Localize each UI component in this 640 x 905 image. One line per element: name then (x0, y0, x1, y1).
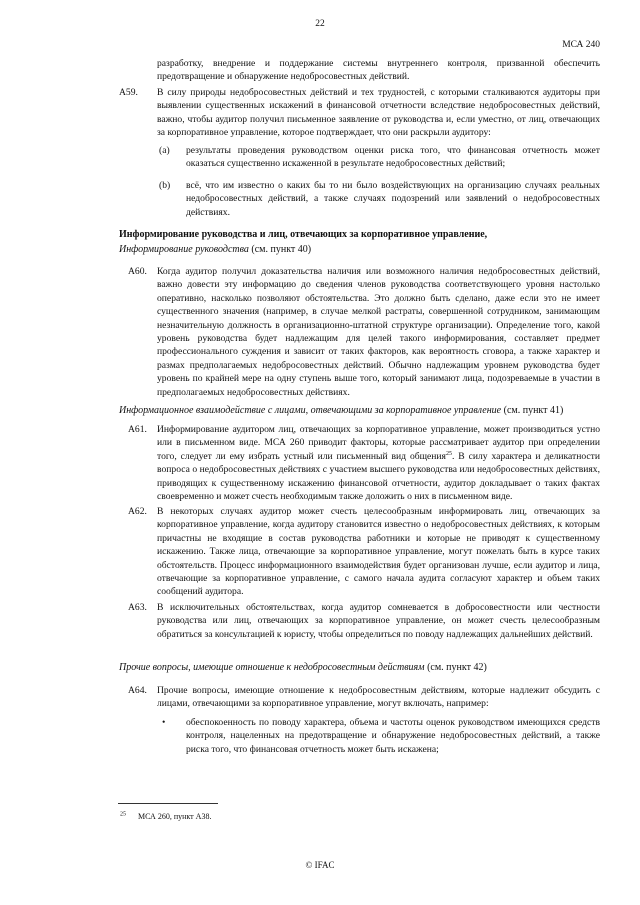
subheading-governance (119, 405, 600, 416)
list-item-a: результаты проведения руководством оценки риска того, что финансовая отчетность может оказаться существенно искаженной в результате недобросовестных действий; (186, 145, 600, 170)
copyright-footer: © IFAC (305, 860, 335, 870)
footnote-number: 25 (120, 811, 126, 818)
para-label-a62: A62. (128, 506, 147, 517)
footnote-divider (118, 803, 218, 804)
para-a63: В исключительных обстоятельствах, когда аудитор сомневается в добросовестности или честности руководства или лиц, отвечающих за корпоративное управление, он может счесть целесообразным обратиться за консультацией к юристу, чтобы определиться по поводу надлежащих дальнейших действий. (157, 602, 600, 640)
page-number: 22 (315, 19, 325, 29)
footnote-ref: 25 (445, 450, 452, 457)
bullet-item: обеспокоенность по поводу характера, объема и частоты оценок руководством имеющихся средств контроля, нацеленных на предотвращение и обнаружение недобросовестных действий, а также риска того, что финансовая отчетность может быть искажена; (186, 717, 600, 755)
para-a62: В некоторых случаях аудитор может счесть целесообразным информировать лиц, отвечающих за корпоративное управление, когда аудитору становится известно о недобросовестных действиях, к которым причастны не входящие в состав руководства работники и которые не приводят к существенному искажению. Также лица, отвечающие за корпоративное управление, могут пожелать быть в курсе таких обстоятельств. Процесс информационного взаимодействия будет организован лучше, если аудитор и лица, отвечающие за корпоративное управление, с самого начала аудита согласуют характер и объем таких сообщений аудитора. (157, 506, 600, 598)
subheading-ref: (см. пункт 40) (248, 244, 312, 255)
subheading-ref: (см. пункт 42) (424, 662, 487, 673)
section-heading: Информирование руководства и лиц, отвечающих за корпоративное управление, (119, 229, 488, 240)
standard-reference: МСА 240 (562, 40, 600, 50)
para-label-a64: A64. (128, 685, 147, 696)
para-label-a59: A59. (119, 87, 138, 98)
para-label-a61: A61. (128, 424, 147, 435)
footnote (120, 812, 211, 821)
para-a59: В силу природы недобросовестных действий и тех трудностей, с которыми сталкиваются аудиторы при выявлении существенных искажений в финансовой отчетности вследствие недобросовестных действий, важно, чтобы аудитор получил письменное заявление от руководства и, если уместно, от лиц, отвечающих за корпоративное управление, которое подтверждает, что они раскрыли аудитору: (157, 87, 600, 139)
intro-paragraph: разработку, внедрение и поддержание системы внутреннего контроля, призванной обеспечить предотвращение и обнаружение недобросовестных действий. (157, 58, 600, 83)
para-label-a60: A60. (128, 266, 147, 277)
subheading-title: Прочие вопросы, имеющие отношение к недобросовестным действиям (119, 662, 425, 673)
para-a60: Когда аудитор получил доказательства наличия или возможного наличия недобросовестных действий, важно довести эту информацию до сведения членов руководства соответствующего уровня настолько оперативно, насколько позволяют обстоятельства. Это должно быть сделано, даже если это не имеет существенного значения (например, в случае мелкой растраты, совершенной сотрудником, занимающим незначительную должность в организационно-штатной структуре организации). Определение того, какой уровень руководства будет надлежащим для целей такого информирования, составляет предмет профессионального суждения и зависит от таких факторов, как вероятность сговора, а также характер и размах предполагаемых недобросовестных действий. Обычно надлежащим уровнем руководства будет уровень по крайней мере на одну ступень выше того, который занимают лица, подозреваемые в участии в предполагаемых недобросовестных действиях. (157, 266, 600, 398)
footnote-text: МСА 260, пункт A38. (138, 812, 212, 821)
para-a61-text-end: . В силу характера и деликатности вопроса о недобросовестных действиях с участием высшего руководства или недобросовестных действиях, приводящих к существенному искажению финансовой отчетности, аудитор докладывает о таких фактах своевременно и может счесть необходимым также доложить о них в письменном виде. (157, 450, 600, 503)
subheading-other (119, 662, 600, 673)
para-a61 (157, 423, 600, 503)
bullet-icon: • (162, 717, 166, 728)
list-label-b: (b) (159, 180, 171, 191)
subheading-management (119, 244, 311, 255)
subheading-ref: (см. пункт 41) (501, 405, 564, 416)
list-label-a: (a) (159, 145, 170, 156)
subheading-title: Информационное взаимодействие с лицами, отвечающими за корпоративное управление (119, 405, 502, 416)
subheading-title: Информирование руководства (119, 244, 249, 255)
para-a64: Прочие вопросы, имеющие отношение к недобросовестным действиям, которые надлежит обсудить с лицами, отвечающими за корпоративное управление, могут включать, например: (157, 685, 600, 710)
para-label-a63: A63. (128, 602, 147, 613)
list-item-b: всё, что им известно о каких бы то ни было воздействующих на организацию случаях реальных недобросовестных действий, а также случаях подозрений или заявлений о недобросовестных действиях. (186, 180, 600, 218)
para-a61-text-start: Информирование аудитором лиц, отвечающих за корпоративное управление, может производиться устно или в письменном виде. МСА 260 приводит факторы, которые рассматривает аудитор при определении того, следует ли ему избрать устный или письменный вид общения (157, 424, 600, 462)
